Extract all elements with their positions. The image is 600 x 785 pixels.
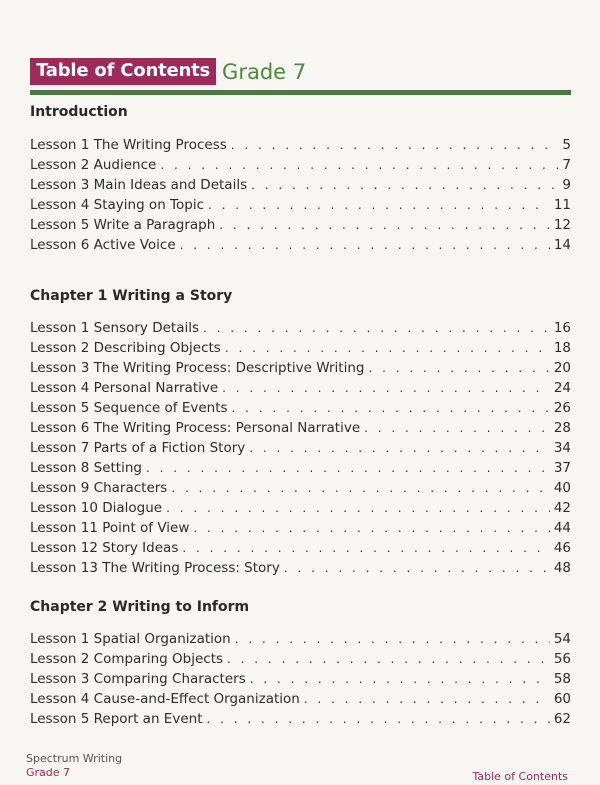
toc-entry (30, 398, 571, 418)
entry-page: 14 (553, 237, 571, 253)
entry-label: Lesson 1 Sensory Details (30, 320, 200, 336)
entry-label: Lesson 4 Personal Narrative (30, 380, 219, 396)
toc-entry (30, 478, 571, 498)
footer-grade: Grade 7 (26, 766, 71, 779)
dot-leader (182, 538, 549, 558)
entry-label: Lesson 8 Setting (30, 460, 142, 476)
toc-entry (30, 318, 571, 338)
entry-page: 42 (553, 500, 571, 516)
entry-label: Lesson 1 Spatial Organization (30, 631, 231, 647)
toc-entry (30, 418, 571, 438)
section-heading: Introduction (30, 104, 128, 120)
section-heading: Chapter 1 Writing a Story (30, 288, 233, 304)
entry-page: 5 (562, 137, 571, 153)
entry-list (30, 318, 571, 578)
entry-page: 26 (553, 400, 571, 416)
dot-leader (368, 358, 549, 378)
entry-page: 37 (553, 460, 571, 476)
entry-page: 58 (553, 671, 571, 687)
entry-page: 24 (553, 380, 571, 396)
dot-leader (160, 155, 558, 175)
dot-leader (146, 458, 550, 478)
entry-label: Lesson 6 The Writing Process: Personal Narrative (30, 420, 361, 436)
toc-entry (30, 135, 571, 155)
dot-leader (193, 518, 549, 538)
toc-entry (30, 175, 571, 195)
toc-entry (30, 709, 571, 729)
entry-label: Lesson 5 Report an Event (30, 711, 203, 727)
dot-leader (227, 649, 550, 669)
toc-entry (30, 498, 571, 518)
dot-leader (171, 478, 549, 498)
footer-section-name: Table of Contents (472, 770, 568, 783)
entry-page: 62 (553, 711, 571, 727)
toc-entry (30, 235, 571, 255)
toc-entry (30, 689, 571, 709)
entry-page: 48 (553, 560, 571, 576)
entry-label: Lesson 4 Cause-and-Effect Organization (30, 691, 300, 707)
section-chapter-1 (30, 285, 571, 578)
toc-entry (30, 438, 571, 458)
entry-label: Lesson 13 The Writing Process: Story (30, 560, 280, 576)
entry-list (30, 135, 571, 255)
entry-label: Lesson 5 Write a Paragraph (30, 217, 216, 233)
toc-entry (30, 155, 571, 175)
entry-label: Lesson 3 The Writing Process: Descriptive Writing (30, 360, 365, 376)
entry-page: 16 (553, 320, 571, 336)
section-heading: Chapter 2 Writing to Inform (30, 599, 250, 615)
dot-leader (219, 215, 550, 235)
dot-leader (208, 195, 550, 215)
dot-leader (284, 558, 550, 578)
entry-label: Lesson 2 Comparing Objects (30, 651, 224, 667)
toc-entry (30, 215, 571, 235)
entry-page: 54 (553, 631, 571, 647)
entry-label: Lesson 7 Parts of a Fiction Story (30, 440, 246, 456)
dot-leader (250, 669, 550, 689)
entry-page: 18 (553, 340, 571, 356)
entry-label: Lesson 1 The Writing Process (30, 137, 227, 153)
page-title: Table of Contents (30, 58, 216, 85)
page-header (30, 58, 306, 85)
header-rule (30, 90, 571, 95)
toc-entry (30, 538, 571, 558)
dot-leader (249, 438, 550, 458)
dot-leader (251, 175, 558, 195)
entry-page: 7 (562, 157, 571, 173)
entry-page: 46 (553, 540, 571, 556)
section-introduction (30, 101, 571, 255)
dot-leader (235, 629, 550, 649)
entry-list (30, 629, 571, 729)
toc-entry (30, 458, 571, 478)
entry-label: Lesson 12 Story Ideas (30, 540, 179, 556)
toc-entry (30, 338, 571, 358)
entry-label: Lesson 4 Staying on Topic (30, 197, 204, 213)
toc-entry (30, 669, 571, 689)
entry-page: 44 (553, 520, 571, 536)
toc-entry (30, 629, 571, 649)
grade-label: Grade 7 (222, 59, 307, 84)
entry-label: Lesson 9 Characters (30, 480, 168, 496)
toc-entry (30, 358, 571, 378)
entry-page: 20 (553, 360, 571, 376)
entry-label: Lesson 3 Comparing Characters (30, 671, 246, 687)
section-chapter-2 (30, 596, 571, 729)
entry-label: Lesson 6 Active Voice (30, 237, 176, 253)
dot-leader (180, 235, 550, 255)
toc-entry (30, 518, 571, 538)
dot-leader (364, 418, 550, 438)
dot-leader (166, 498, 550, 518)
entry-page: 60 (553, 691, 571, 707)
dot-leader (304, 689, 550, 709)
entry-page: 12 (553, 217, 571, 233)
entry-page: 56 (553, 651, 571, 667)
dot-leader (206, 709, 549, 729)
dot-leader (203, 318, 550, 338)
entry-label: Lesson 5 Sequence of Events (30, 400, 228, 416)
entry-label: Lesson 3 Main Ideas and Details (30, 177, 248, 193)
entry-label: Lesson 10 Dialogue (30, 500, 163, 516)
dot-leader (225, 338, 550, 358)
entry-page: 28 (553, 420, 571, 436)
entry-page: 40 (553, 480, 571, 496)
toc-entry (30, 195, 571, 215)
entry-label: Lesson 2 Audience (30, 157, 157, 173)
footer-book-title: Spectrum Writing (26, 752, 123, 765)
footer-book-info (26, 752, 122, 780)
toc-entry (30, 378, 571, 398)
entry-page: 34 (553, 440, 571, 456)
entry-page: 9 (562, 177, 571, 193)
dot-leader (232, 398, 550, 418)
entry-label: Lesson 2 Describing Objects (30, 340, 221, 356)
entry-label: Lesson 11 Point of View (30, 520, 190, 536)
dot-leader (222, 378, 550, 398)
dot-leader (231, 135, 559, 155)
toc-entry (30, 649, 571, 669)
toc-entry (30, 558, 571, 578)
entry-page: 11 (553, 197, 571, 213)
